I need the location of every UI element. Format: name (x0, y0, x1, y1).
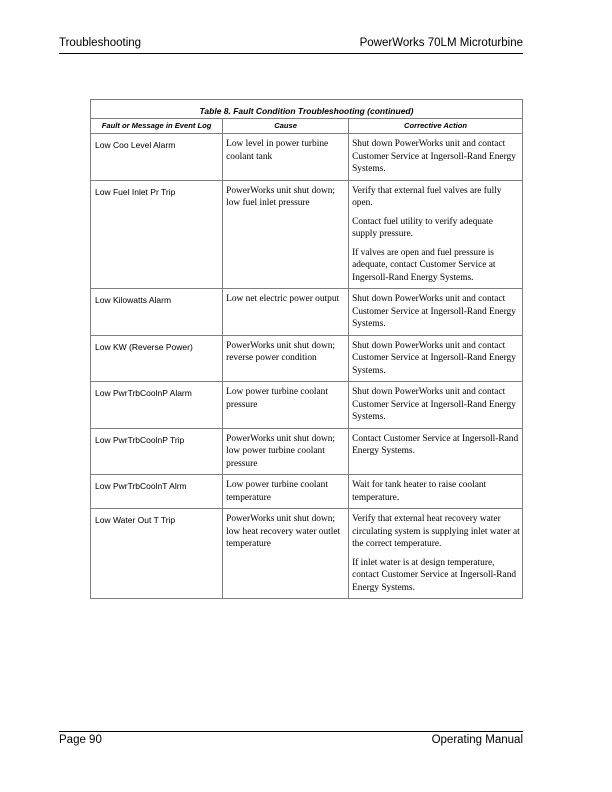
fault-message-cell: Low PwrTrbCoolnP Alarm (91, 382, 223, 429)
corrective-action-cell (349, 289, 523, 336)
fault-message-cell: Low Water Out T Trip (91, 509, 223, 599)
fault-message-cell: Low PwrTrbCoolnP Trip (91, 428, 223, 475)
page-number: Page 90 (59, 734, 102, 746)
table-row (91, 475, 523, 509)
cause-cell: PowerWorks unit shut down; low fuel inlet pressure (223, 180, 349, 289)
running-header-section: Troubleshooting (59, 37, 142, 49)
corrective-action-cell (349, 475, 523, 509)
corrective-action-step: Verify that external fuel valves are fully open. (352, 185, 502, 208)
corrective-action-cell (349, 382, 523, 429)
corrective-action-cell (349, 335, 523, 382)
cause-cell: Low power turbine coolant temperature (223, 475, 349, 509)
cause-cell: Low power turbine coolant pressure (223, 382, 349, 429)
column-header-fault: Fault or Message in Event Log (91, 119, 223, 134)
corrective-action-step: If inlet water is at design temperature, contact Customer Service at Ingersoll-Rand Energy Systems. (352, 557, 517, 593)
table-row (91, 180, 523, 289)
column-header-cause: Cause (223, 119, 349, 134)
cause-cell: PowerWorks unit shut down; low heat recovery water outlet temperature (223, 509, 349, 599)
cause-cell: PowerWorks unit shut down; reverse power condition (223, 335, 349, 382)
corrective-action-step: Shut down PowerWorks unit and contact Customer Service at Ingersoll-Rand Energy Systems. (352, 294, 516, 329)
fault-message-cell: Low Coo Level Alarm (91, 134, 223, 181)
corrective-action-step: Contact Customer Service at Ingersoll-Rand Energy Systems. (352, 433, 519, 456)
manual-name: Operating Manual (431, 734, 523, 746)
corrective-action-step: Verify that external heat recovery water circulating system is supplying inlet water at the correct temperature. (352, 514, 520, 549)
corrective-action-cell (349, 134, 523, 181)
corrective-action-step: Contact fuel utility to verify adequate supply pressure. (352, 216, 493, 239)
cause-cell: Low net electric power output (223, 289, 349, 336)
corrective-action-step: Shut down PowerWorks unit and contact Customer Service at Ingersoll-Rand Energy Systems. (352, 139, 516, 174)
fault-troubleshooting-table (90, 99, 523, 599)
column-header-action: Corrective Action (349, 119, 523, 134)
cause-cell: PowerWorks unit shut down; low power turbine coolant pressure (223, 428, 349, 475)
fault-message-cell: Low Kilowatts Alarm (91, 289, 223, 336)
cause-cell: Low level in power turbine coolant tank (223, 134, 349, 181)
corrective-action-cell (349, 180, 523, 289)
table-title: Table 8. Fault Condition Troubleshooting (continued) (91, 100, 523, 119)
fault-message-cell: Low Fuel Inlet Pr Trip (91, 180, 223, 289)
table-row (91, 382, 523, 429)
fault-message-cell: Low KW (Reverse Power) (91, 335, 223, 382)
corrective-action-step: If valves are open and fuel pressure is adequate, contact Customer Service at Ingersoll-Rand Energy Systems. (352, 247, 496, 283)
table-row (91, 335, 523, 382)
corrective-action-step: Wait for tank heater to raise coolant temperature. (352, 480, 487, 503)
table-row (91, 428, 523, 475)
corrective-action-cell (349, 509, 523, 599)
running-header-title: PowerWorks 70LM Microturbine (359, 37, 523, 49)
header-rule (59, 53, 523, 54)
table-row (91, 134, 523, 181)
table-row (91, 509, 523, 599)
footer-rule (59, 731, 523, 732)
table-row (91, 289, 523, 336)
corrective-action-cell (349, 428, 523, 475)
fault-message-cell: Low PwrTrbCoolnT Alrm (91, 475, 223, 509)
corrective-action-step: Shut down PowerWorks unit and contact Customer Service at Ingersoll-Rand Energy Systems. (352, 387, 516, 422)
corrective-action-step: Shut down PowerWorks unit and contact Customer Service at Ingersoll-Rand Energy Systems. (352, 340, 516, 376)
